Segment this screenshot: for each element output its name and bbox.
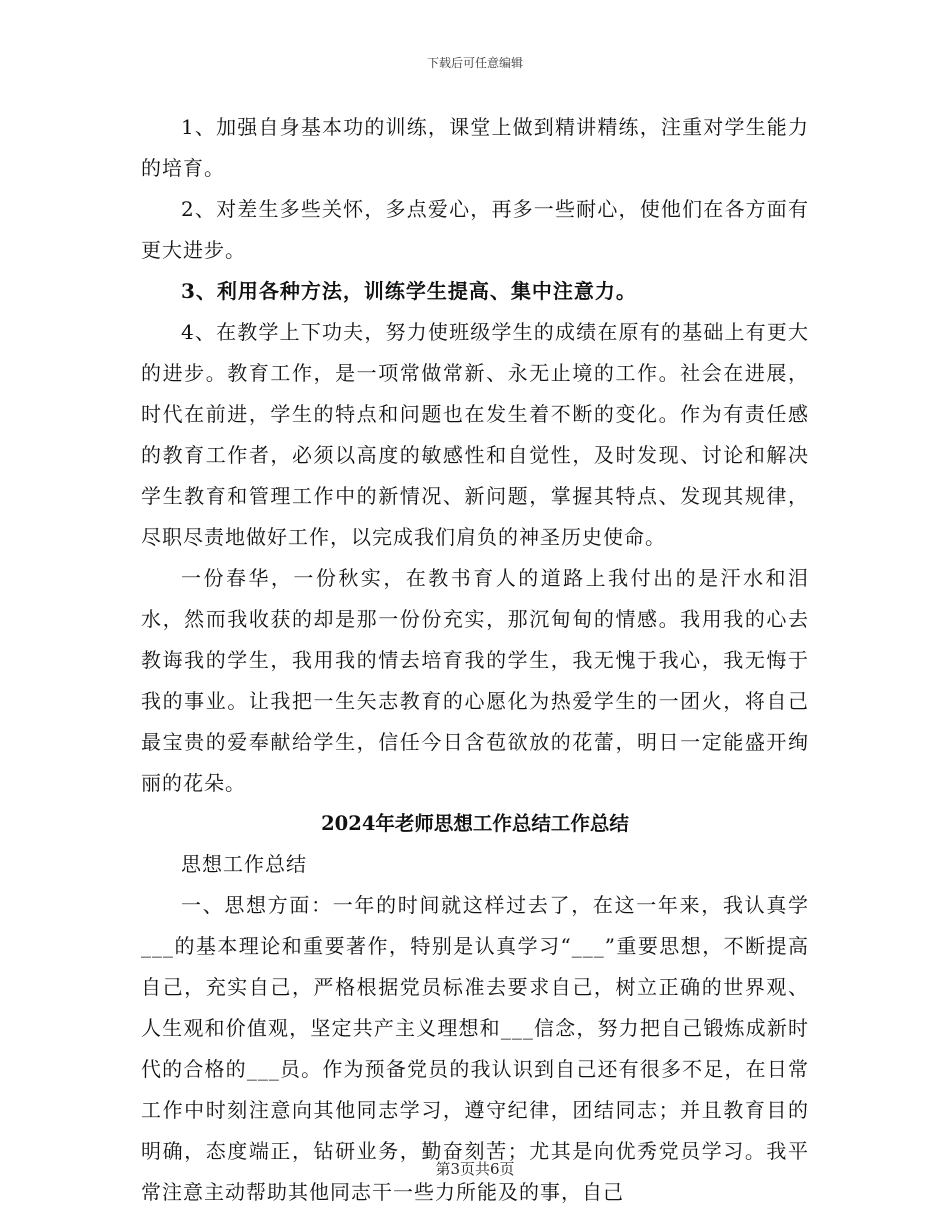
document-body: [141, 107, 809, 1213]
paragraph-4: 4、在教学上下功夫，努力使班级学生的成绩在原有的基础上有更大的进步。教育工作，是一项常做常新、永无止境的工作。社会在进展，时代在前进，学生的特点和问题也在发生着不断的变化。作为有责任感的教育工作者，必须以高度的敏感性和自觉性，及时发现、讨论和解决学生教育和管理工作中的新情况、新问题，掌握其特点、发现其规律，尽职尽责地做好工作，以完成我们肩负的神圣历史使命。: [141, 320, 809, 549]
page-number: 第3页共6页: [435, 1160, 515, 1178]
paragraph-6: 思想工作总结: [181, 852, 307, 876]
section-title: 2024年老师思想工作总结工作总结: [321, 812, 629, 835]
paragraph-1: 1、加强自身基本功的训练，课堂上做到精讲精练，注重对学生能力的培育。: [141, 115, 809, 180]
page-header-note: 下载后可任意编辑: [426, 56, 523, 70]
paragraph-7: 一、思想方面：一年的时间就这样过去了，在这一年来，我认真学___的基本理论和重要著作，特别是认真学习“___”重要思想，不断提高自己，充实自己，严格根据党员标准去要求自己，树立正确的世界观、人生观和价值观，坚定共产主义理想和___信念，努力把自己锻炼成新时代的合格的___员。作为预备党员的我认识到自己还有很多不足，在日常工作中时刻注意向其他同志学习，遵守纪律，团结同志；并且教育目的明确，态度端正，钻研业务，勤奋刻苦；尤其是向优秀党员学习。我平常注意主动帮助其他同志干一些力所能及的事，自己: [141, 893, 809, 1204]
paragraph-3-bold: 3、利用各种方法，训练学生提高、集中注意力。: [181, 279, 637, 303]
paragraph-5: 一份春华，一份秋实，在教书育人的道路上我付出的是汗水和泪水，然而我收获的却是那一份份充实，那沉甸甸的情感。我用我的心去教诲我的学生，我用我的情去培育我的学生，我无愧于我心，我无悔于我的事业。让我把一生矢志教育的心愿化为热爱学生的一团火，将自己最宝贵的爱奉献给学生，信任今日含苞欲放的花蕾，明日一定能盛开绚丽的花朵。: [141, 566, 809, 795]
paragraph-2: 2、对差生多些关怀，多点爱心，再多一些耐心，使他们在各方面有更大进步。: [141, 197, 809, 262]
